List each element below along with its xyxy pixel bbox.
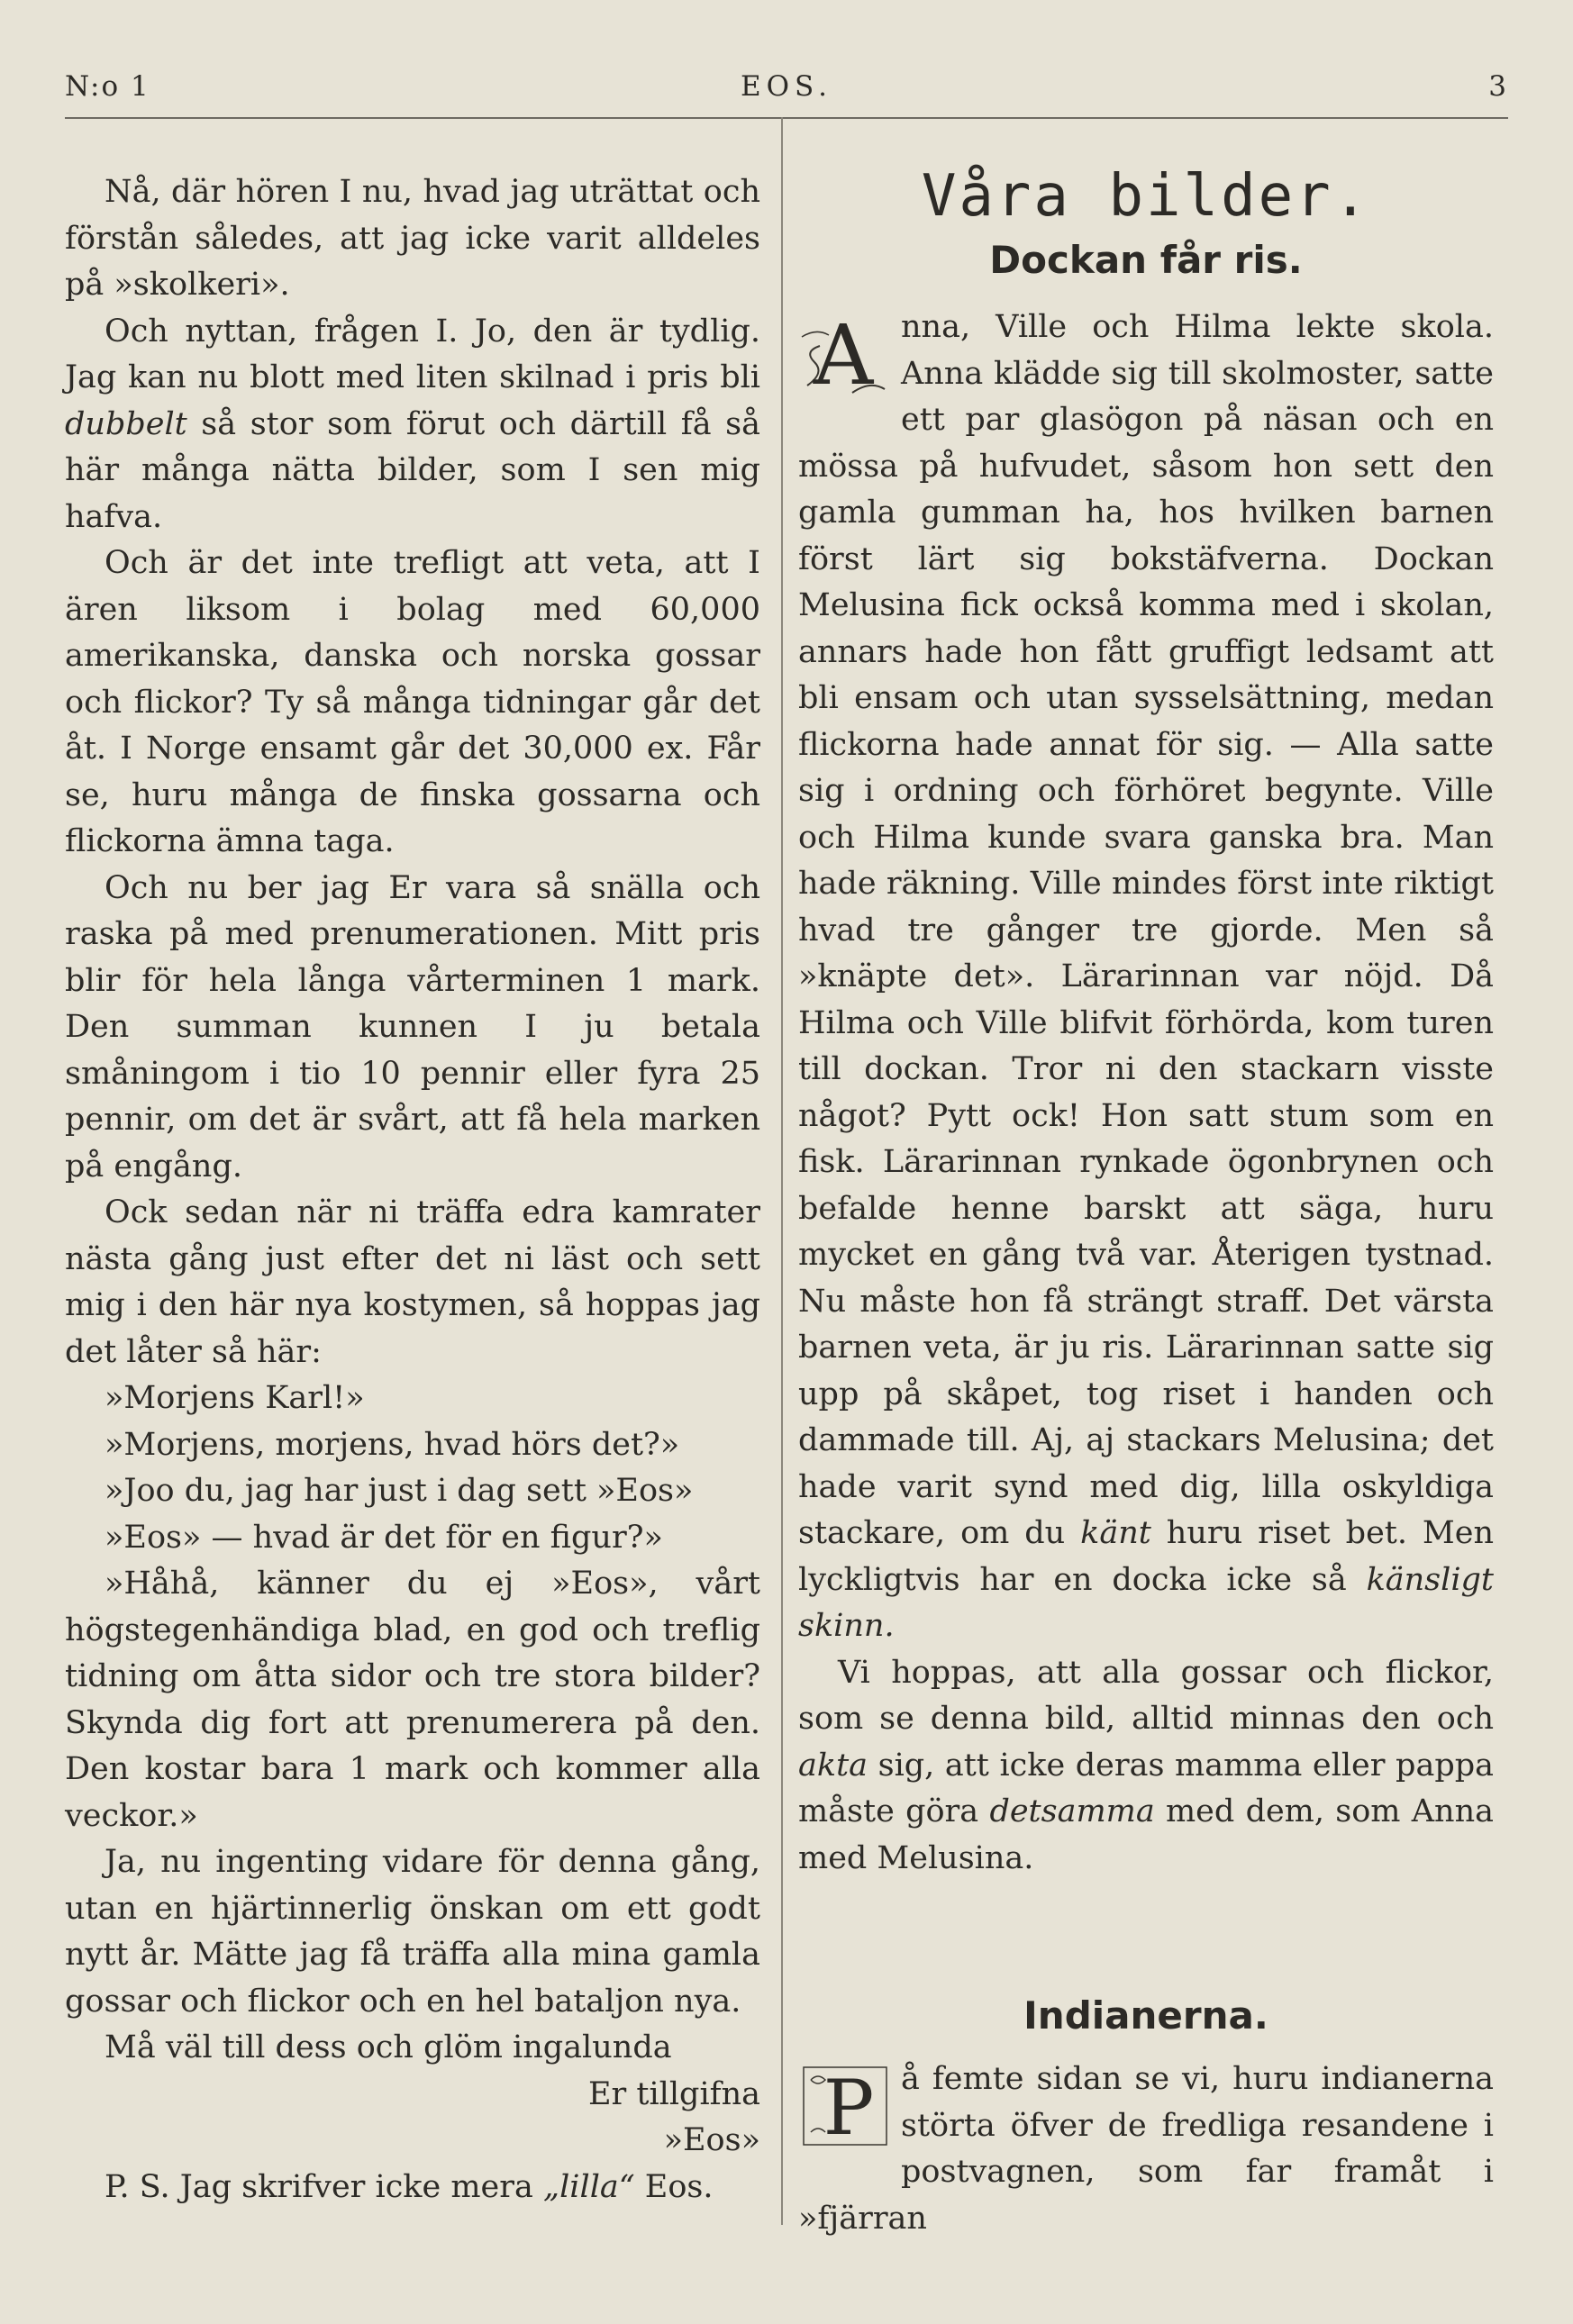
- left-column: [65, 169, 760, 2211]
- paragraph: Och är det inte trefligt att veta, att I ären liksom i bolag med 60,000 amerikanska, danska och norska gossar och flickor? Ty så många tidningar går det åt. I Norge ensamt går det 30,000 ex. Får se, huru många de finska gossarna och flickorna ämna taga.: [65, 545, 760, 859]
- signature-line: Er tillgifna: [587, 2075, 760, 2112]
- emphasis: känt: [1080, 1515, 1151, 1551]
- dialogue-line: »Håhå, känner du ej »Eos», vårt högstegenhändiga blad, en god och treflig tidning om åtta sidor och tre stora bilder? Skynda dig fort att prenumerera på den. Den kostar bara 1 mark och kommer alla veckor.»: [65, 1566, 760, 1834]
- dialogue-line: »Morjens, morjens, hvad hörs det?»: [105, 1426, 680, 1463]
- article-body: A nna, Ville och Hilma lekte skola. Anna klädde sig till skolmoster, satte ett par glasögon på näsan och en mössa på hufvudet, såsom hon sett den gamla gumman ha, hos hvilken barnen först lärt sig bokstäfverna. Dockan Melusina fick också komma med i skolan, annars hade hon fått gruffigt ledsamt att bli ensam och utan sysselsättning, medan flickorna hade annat för sig. — Alla satte sig i ordning och förhöret begynte. Ville och Hilma kunde svara ganska bra. Man hade räkning. Ville mindes först inte riktigt hvad tre gånger tre gjorde. Men så »knäpte det». Lärarinnan var nöjd. Då Hilma och Ville blifvit förhörda, kom turen till dockan. Tror ni den stackarn visste något? Pytt ock! Hon satt stum som en fisk. Lärarinnan rynkade ögonbrynen och befalde henne barskt att säga, huru mycket en gång två var. Återigen tystnad. Nu måste hon få strängt straff. Det värsta barnen veta, är ju ris. Lärarinnan satte sig upp på skåpet, tog riset i handen och dammade till. Aj, aj stackars Melusina; det hade varit synd med dig, lilla oskyldiga stackare, om du känt huru riset bet. Men lyckligtvis har en docka icke så känsligt skinn.: [798, 309, 1494, 1644]
- page-number: 3: [1488, 70, 1508, 103]
- paragraph: Nå, där hören I nu, hvad jag uträttat och förstån således, att jag icke varit alldeles på »skolkeri».: [65, 174, 760, 303]
- right-column: [798, 160, 1494, 2242]
- dropcap-letter: P: [823, 2064, 875, 2150]
- column-divider: [781, 117, 783, 2225]
- article-title: Indianerna.: [1023, 1993, 1268, 2038]
- emphasis: „lilla“: [542, 2168, 635, 2205]
- dialogue-line: »Eos» — hvad är det för en figur?»: [105, 1519, 663, 1556]
- emphasis: detsamma: [989, 1793, 1155, 1829]
- postscript: P. S. Jag skrifver icke mera „lilla“ Eos.: [105, 2168, 714, 2205]
- emphasis: akta: [798, 1747, 868, 1784]
- decorative-initial-p: [798, 2062, 892, 2150]
- article-body: P å femte sidan se vi, huru indianerna störta öfver de fredliga resandene i postvagnen, som far framåt i »fjärran: [798, 2061, 1494, 2237]
- page-header: [65, 70, 1508, 119]
- dropcap-letter: A: [813, 310, 874, 398]
- emphasis: känsligt skinn.: [798, 1561, 1494, 1644]
- paragraph: Ock sedan när ni träffa edra kamrater nästa gång just efter det ni läst och sett mig i den här nya kostymen, så hoppas jag det låter så här:: [65, 1194, 760, 1370]
- dialogue-line: »Morjens Karl!»: [105, 1380, 365, 1416]
- paragraph: Och nu ber jag Er vara så snälla och raska på med prenumerationen. Mitt pris blir för hela långa vårterminen 1 mark. Den summan kunnen I ju betala småningom i tio 10 pennir eller fyra 25 pennir, om det är svårt, att få hela marken på engång.: [65, 869, 760, 1185]
- article-title: Dockan får ris.: [989, 238, 1303, 282]
- article-body: Vi hoppas, att alla gossar och flickor, som se denna bild, alltid minnas den och akta sig, att icke deras mamma eller pappa måste göra detsamma med dem, som Anna med Melusina.: [798, 1654, 1495, 1876]
- section-title: Våra bilder.: [921, 163, 1371, 230]
- masthead-title: EOS.: [740, 70, 833, 103]
- issue-number: N:o 1: [65, 70, 150, 103]
- paragraph: Och nyttan, frågen I. Jo, den är tydlig. Jag kan nu blott med liten skilnad i pris bli dubbelt så stor som förut och därtill få så här många nätta bilder, som I sen mig hafva.: [65, 313, 760, 535]
- emphasis: dubbelt: [65, 405, 187, 442]
- paragraph: Ja, nu ingenting vidare för denna gång, utan en hjärtinnerlig önskan om ett godt nytt år. Mätte jag få träffa alla mina gamla gossar och flickor och en hel bataljon nya.: [65, 1844, 760, 2020]
- dialogue-line: »Joo du, jag har just i dag sett »Eos»: [105, 1473, 694, 1509]
- decorative-initial-a: [798, 310, 892, 398]
- signature-name: »Eos»: [663, 2122, 760, 2158]
- paragraph: Må väl till dess och glöm ingalunda: [105, 2029, 672, 2065]
